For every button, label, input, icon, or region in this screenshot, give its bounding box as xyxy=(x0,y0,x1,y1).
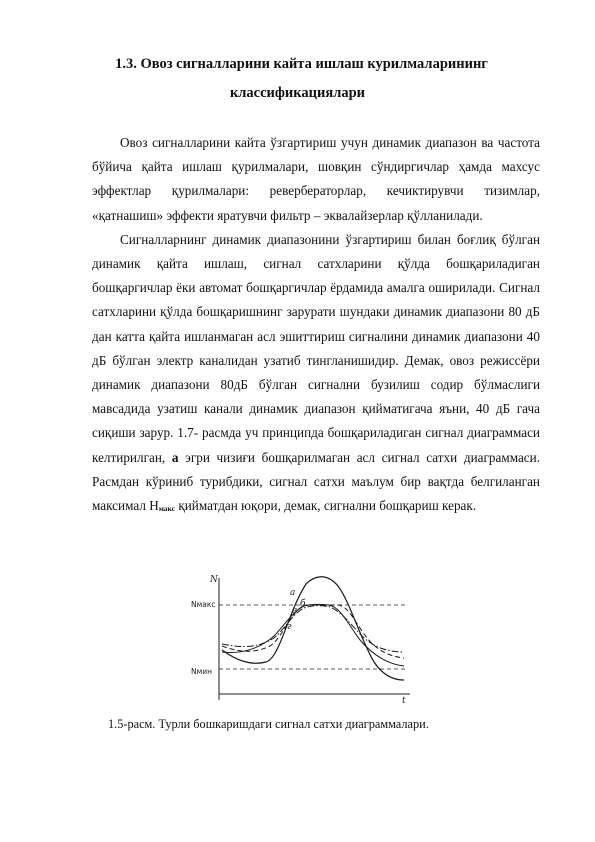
y-axis-label: N xyxy=(210,575,218,585)
paragraph-2-part3: қийматдан юқори, демак, сигнални бошқариш керак. xyxy=(178,498,477,514)
curve-a-label: a xyxy=(290,588,296,598)
paragraph-2-part2: эгри чизиғи бошқарилмаган асл сигнал сатхи диаграммаси. Расмдан кўриниб турибдики, сигнал сатхи маълум бир вақтда белгиланган максимал Н xyxy=(92,449,541,514)
x-axis-label: t xyxy=(402,696,406,706)
section-heading-line1: 1.3. Овоз сигналларини кайта ишлаш курилмаларининг xyxy=(115,56,488,72)
min-level-label: Nмин xyxy=(191,667,213,676)
paragraph-2-curve-letter: а xyxy=(171,449,179,465)
curve-a-original xyxy=(222,577,404,680)
max-level-label: Nмакс xyxy=(191,600,216,609)
paragraph-2 xyxy=(92,228,540,521)
figure-caption: 1.5-расм. Турли бошкаришдаги сигнал сатхи диаграммалари. xyxy=(108,717,429,731)
curve-b-label: б xyxy=(300,599,306,609)
curve-g-label: г xyxy=(287,622,292,632)
curve-g-automatic xyxy=(222,604,404,666)
curve-v-compressed xyxy=(222,606,404,652)
paragraph-1: Овоз сигналларини кайта ўзгартириш учун динамик диапазон ва частота бўйича қайта ишлаш қурилмалари, шовқин сўндиргичлар ҳамда махсус эффектлар қурилмалари: ревербераторлар, кечиктирувчи тизимлар, «қатнашиш» эффекти яратувчи фильтр – эквалайзерлар қўлланилади. xyxy=(92,135,540,223)
signal-level-diagram xyxy=(188,572,420,706)
body-text xyxy=(92,131,540,521)
paragraph-2-part1: Сигналларнинг динамик диапазонини ўзгартириш билан боғлиқ бўлган динамик қайта ишлаш, сигнал сатхларини қўлда бошқариладиган бошқаргичлар ёки автомат бошқаргичлар ёрдамида амалга оширилади. Сигнал сатхларини қўлда бошқаришнинг зарурати шундаки динамик диапазони 80 дБ дан катта қайта ишланмаган асл эшиттириш сигналини динамик диапазони 40 дБ бўлган электр каналидан узатиб тингланишидир. Демак, овоз режиссёри динамик диапазони 80дБ бўлган сигнални бузилиш содир бўлмаслиги мавсадида узатиш канали динамик диапазон қийматигача яъни, 40 дБ гача сиқиши зарур. 1.7- расмда уч принципда бошқариладиган сигнал диаграммаси келтирилган, xyxy=(92,231,540,465)
paragraph-2-subscript: макс xyxy=(158,504,176,514)
section-heading-line2: классификациялари xyxy=(229,85,366,101)
curve-v-label: в xyxy=(292,606,298,616)
diagram-svg xyxy=(188,572,420,706)
